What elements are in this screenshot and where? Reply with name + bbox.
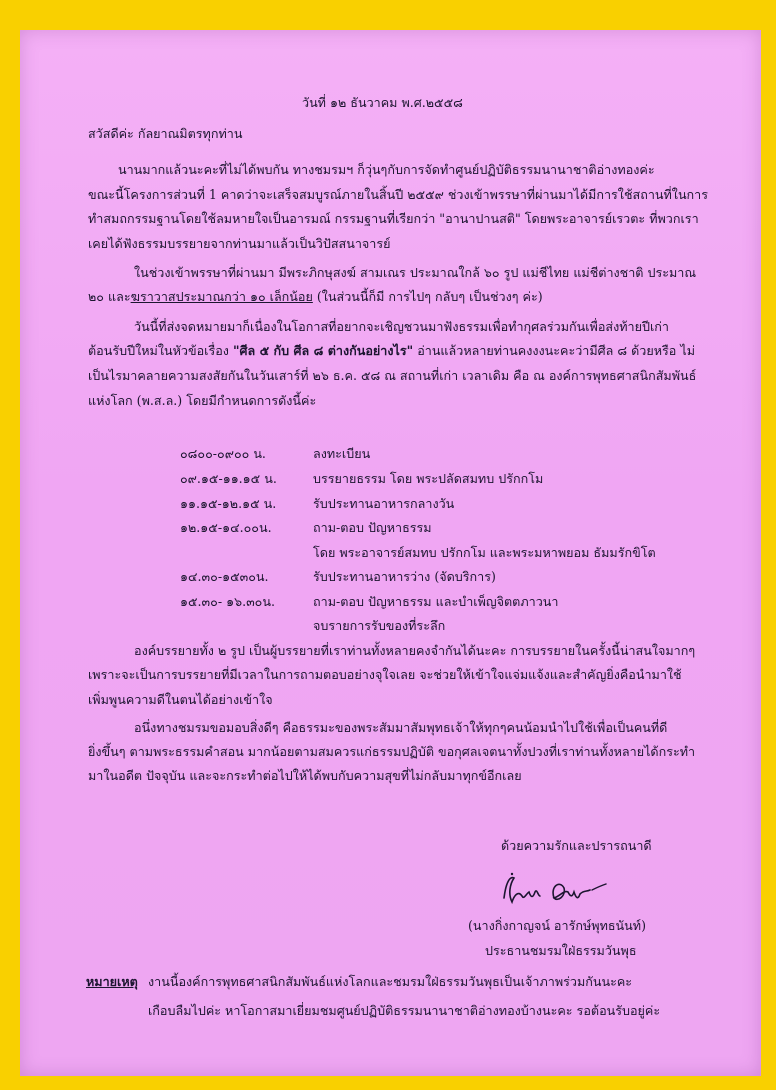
schedule-activity: ถาม-ตอบ ปัญหาธรรม — [313, 520, 432, 535]
note-line: งานนี้องค์การพุทธศาสนิกสัมพันธ์แห่งโลกและชมรมใฝ่ธรรมวันพุธเป็นเจ้าภาพร่วมกันนะคะ — [148, 974, 633, 989]
schedule-activity: ถาม-ตอบ ปัญหาธรรม และบำเพ็ญจิตตภาวนา — [313, 594, 559, 609]
paragraph-1-line: เคยได้ฟังธรรมบรรยายจากท่านมาแล้วเป็นวิปัสสนาจารย์ — [88, 236, 391, 251]
paragraph-3-line: วันนี้ที่ส่งจดหมายมาก็เนื่องในโอกาสที่อยากจะเชิญชวนมาฟังธรรมเพื่อทำกุศลร่วมกันเพื่อส่งท้ายปีเก่า — [134, 319, 669, 334]
paragraph-5-line: ยิ่งขึ้นๆ ตามพระธรรมคำสอน มากน้อยตามสมควรแก่ธรรมปฏิบัติ ขอกุศลเจตนาทั้งปวงที่เราท่านทั้งหลายได้กระทำ — [88, 744, 696, 759]
paragraph-2-line: ในช่วงเข้าพรรษาที่ผ่านมา มีพระภิกษุสงฆ์ สามเณร ประมาณใกล้ ๖๐ รูป แม่ชีไทย แม่ชีต่างชาติ ประมาณ — [134, 265, 697, 280]
greeting: สวัสดีค่ะ กัลยาณมิตรทุกท่าน — [88, 126, 243, 141]
closing-line: ด้วยความรักและปรารถนาดี — [501, 838, 652, 853]
handwritten-signature — [498, 868, 613, 910]
paragraph-2-prefix: ๒๐ และ — [88, 289, 131, 304]
underlined-phrase: ฆราวาสประมาณกว่า ๑๐ เล็กน้อย — [130, 289, 313, 304]
signer-title: ประธานชมรมใฝ่ธรรมวันพุธ — [485, 943, 637, 958]
paragraph-1-line: ทำสมถกรรมฐานโดยใช้ลมหายใจเป็นอารมณ์ กรรมฐานที่เรียกว่า "อานาปานสติ" โดยพระอาจารย์เรวตะ ที่พวกเรา — [88, 211, 699, 226]
paragraph-3-prefix: ต้อนรับปีใหม่ในหัวข้อเรื่อง — [88, 343, 233, 358]
schedule-activity: รับประทานอาหารว่าง (จัดบริการ) — [313, 569, 496, 584]
paragraph-3-line: แห่งโลก (พ.ส.ล.) โดยมีกำหนดการดังนี้ค่ะ — [88, 393, 317, 408]
note-label: หมายเหตุ — [86, 974, 138, 989]
schedule-activity: จบรายการรับของที่ระลึก — [313, 618, 446, 633]
schedule-time: ๑๑.๑๕-๑๒.๑๕ น. — [180, 496, 277, 511]
paragraph-2-line — [88, 289, 543, 305]
schedule-time: ๐๘๐๐-๐๙๐๐ น. — [180, 446, 266, 461]
signer-name: (นางกิ่งกาญจน์ อารักษ์พุทธนันท์) — [468, 918, 646, 933]
schedule-time: ๐๙.๑๕-๑๑.๑๕ น. — [180, 471, 277, 486]
paragraph-1-line: ขณะนี้โครงการส่วนที่ 1 คาดว่าจะเสร็จสมบูรณ์ภายในสิ้นปี ๒๕๕๙ ช่วงเข้าพรรษาที่ผ่านมาได้มีการใช้สถานที่ในการ — [88, 187, 709, 202]
paragraph-3-line — [88, 343, 695, 359]
schedule-activity: โดย พระอาจารย์สมทบ ปรักกโม และพระมหาพยอม ธัมมรักขิโต — [313, 545, 656, 560]
paragraph-5-line: อนึ่งทางชมรมขอมอบสิ่งดีๆ คือธรรมะของพระสัมมาสัมพุทธเจ้าให้ทุกๆคนน้อมนำไปใช้เพื่อเป็นคนที่ดี — [134, 720, 668, 735]
paragraph-4-line: เพิ่มพูนความดีในตนได้อย่างเข้าใจ — [88, 692, 273, 707]
paragraph-4-line: องค์บรรยายทั้ง ๒ รูป เป็นผู้บรรยายที่เราท่านทั้งหลายคงจำกันได้นะคะ การบรรยายในครั้งนี้น่าสนใจมากๆ — [134, 643, 696, 658]
paragraph-5-line: มาในอดีต ปัจจุบัน และจะกระทำต่อไปให้ได้พบกับความสุขที่ไม่กลับมาทุกข์อีกเลย — [88, 768, 522, 783]
paragraph-3-suffix: อ่านแล้วหลายท่านคงงงนะคะว่ามีศีล ๘ ด้วยหรือ ไม่ — [413, 343, 696, 358]
note-line: เกือบลืมไปค่ะ หาโอกาสมาเยี่ยมชมศูนย์ปฏิบัติธรรมนานาชาติอ่างทองบ้างนะคะ รอต้อนรับอยู่ค่ะ — [148, 1003, 661, 1018]
paragraph-1-line: นานมากแล้วนะคะที่ไม่ได้พบกัน ทางชมรมฯ ก็วุ่นๆกับการจัดทำศูนย์ปฏิบัติธรรมนานาชาติอ่างทองค่ะ — [118, 162, 655, 177]
schedule-time: ๑๔.๓๐-๑๕๓๐น. — [180, 569, 269, 584]
schedule-time: ๑๒.๑๕-๑๔.๐๐น. — [180, 520, 272, 535]
schedule-activity: บรรยายธรรม โดย พระปลัดสมทบ ปรักกโม — [313, 471, 544, 486]
paragraph-2-suffix: (ในส่วนนี้ก็มี การไปๆ กลับๆ เป็นช่วงๆ ค่ะ) — [312, 289, 543, 304]
talk-topic: "ศีล ๕ กับ ศีล ๘ ต่างกันอย่างไร" — [232, 343, 414, 358]
letter-date: วันที่ ๑๒ ธันวาคม พ.ศ.๒๕๕๘ — [302, 95, 463, 110]
schedule-activity: ลงทะเบียน — [313, 446, 371, 461]
paragraph-3-line: เป็นไรมาคลายความสงสัยกันในวันเสาร์ที่ ๒๖ ธ.ค. ๕๘ ณ สถานที่เก่า เวลาเดิม คือ ณ องค์การพุทธศาสนิกสัมพันธ์ — [88, 368, 697, 383]
paragraph-4-line: เพราะจะเป็นการบรรยายที่มีเวลาในการถามตอบอย่างจุใจเลย จะช่วยให้เข้าใจแจ่มแจ้งและสำคัญยิ่งคือนำมาใช้ — [88, 667, 682, 682]
schedule-time: ๑๕.๓๐- ๑๖.๓๐น. — [180, 594, 275, 609]
schedule-activity: รับประทานอาหารกลางวัน — [313, 496, 455, 511]
